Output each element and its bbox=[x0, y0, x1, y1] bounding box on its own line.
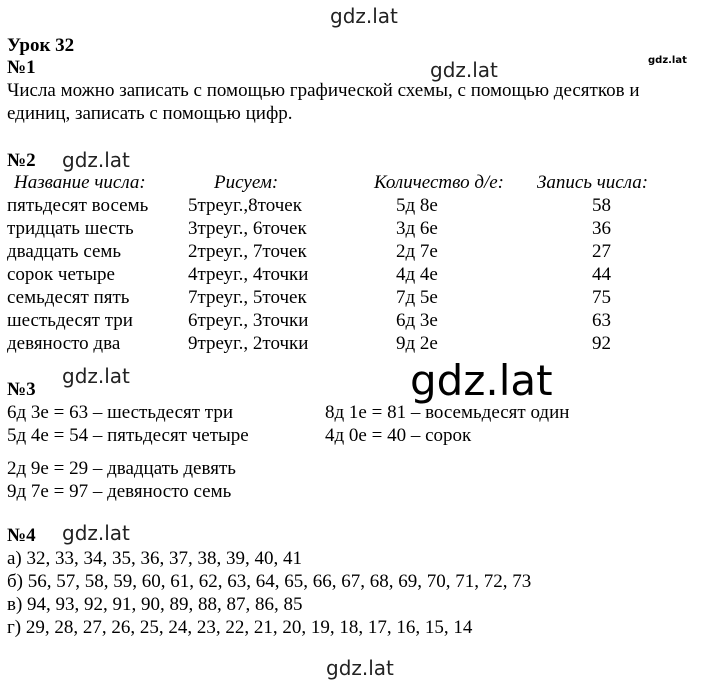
watermark-task3: gdz.lat bbox=[62, 364, 130, 388]
row1-name: пятьдесят восемь bbox=[7, 195, 149, 216]
task4-line-b: б) 56, 57, 58, 59, 60, 61, 62, 63, 64, 65, 66, 67, 68, 69, 70, 71, 72, 73 bbox=[7, 571, 532, 592]
row2-name: тридцать шесть bbox=[7, 218, 134, 239]
watermark-task1: gdz.lat bbox=[430, 58, 498, 82]
watermark-bottom: gdz.lat bbox=[326, 656, 394, 680]
row4-name: сорок четыре bbox=[7, 264, 115, 285]
row1-number: 58 bbox=[592, 195, 611, 216]
task2-label: №2 bbox=[7, 150, 36, 171]
task3-left-3: 2д 9е = 29 – двадцать девять bbox=[7, 458, 236, 479]
row2-count: 3д 6е bbox=[396, 218, 438, 239]
row3-name: двадцать семь bbox=[7, 241, 122, 262]
task1-label: №1 bbox=[7, 57, 36, 78]
header-drawing: Рисуем: bbox=[214, 172, 279, 193]
row5-count: 7д 5е bbox=[396, 287, 438, 308]
row3-count: 2д 7е bbox=[396, 241, 438, 262]
row1-count: 5д 8е bbox=[396, 195, 438, 216]
header-number-name: Название числа: bbox=[14, 172, 146, 193]
row3-drawing: 2треуг., 7точек bbox=[188, 241, 307, 262]
row7-number: 92 bbox=[592, 333, 611, 354]
row7-count: 9д 2е bbox=[396, 333, 438, 354]
row5-name: семьдесят пять bbox=[7, 287, 130, 308]
row4-drawing: 4треуг., 4точки bbox=[188, 264, 309, 285]
watermark-top: gdz.lat bbox=[330, 4, 398, 28]
task3-label: №3 bbox=[7, 379, 36, 400]
task4-line-c: в) 94, 93, 92, 91, 90, 89, 88, 87, 86, 85 bbox=[7, 594, 303, 615]
row3-number: 27 bbox=[592, 241, 611, 262]
row1-drawing: 5треуг.,8точек bbox=[188, 195, 302, 216]
task3-right-1: 8д 1е = 81 – восемьдесят один bbox=[325, 402, 570, 423]
task4-line-a: а) 32, 33, 34, 35, 36, 37, 38, 39, 40, 41 bbox=[7, 548, 303, 569]
task4-label: №4 bbox=[7, 525, 36, 546]
row7-name: девяносто два bbox=[7, 333, 121, 354]
row6-drawing: 6треуг., 3точки bbox=[188, 310, 309, 331]
row2-number: 36 bbox=[592, 218, 611, 239]
watermark-task2: gdz.lat bbox=[62, 148, 130, 172]
lesson-title: Урок 32 bbox=[7, 35, 75, 56]
row7-drawing: 9треуг., 2точки bbox=[188, 333, 309, 354]
task1-line2: единиц, записать с помощью цифр. bbox=[7, 103, 293, 124]
watermark-task4: gdz.lat bbox=[62, 521, 130, 545]
row6-name: шестьдесят три bbox=[7, 310, 133, 331]
row6-count: 6д 3е bbox=[396, 310, 438, 331]
row4-count: 4д 4е bbox=[396, 264, 438, 285]
row6-number: 63 bbox=[592, 310, 611, 331]
task4-line-d: г) 29, 28, 27, 26, 25, 24, 23, 22, 21, 20, 19, 18, 17, 16, 15, 14 bbox=[7, 617, 473, 638]
watermark-big: gdz.lat bbox=[410, 356, 553, 405]
row5-drawing: 7треуг., 5точек bbox=[188, 287, 307, 308]
header-count: Количество д/е: bbox=[374, 172, 505, 193]
task3-left-2: 5д 4е = 54 – пятьдесят четыре bbox=[7, 425, 249, 446]
watermark-small: gdz.lat bbox=[648, 55, 687, 66]
row5-number: 75 bbox=[592, 287, 611, 308]
task1-line1: Числа можно записать с помощью графической схемы, с помощью десятков и bbox=[7, 80, 640, 101]
task3-left-4: 9д 7е = 97 – девяносто семь bbox=[7, 481, 232, 502]
task3-left-1: 6д 3е = 63 – шестьдесят три bbox=[7, 402, 234, 423]
row4-number: 44 bbox=[592, 264, 611, 285]
header-notation: Запись числа: bbox=[537, 172, 649, 193]
row2-drawing: 3треуг., 6точек bbox=[188, 218, 307, 239]
task3-right-2: 4д 0е = 40 – сорок bbox=[325, 425, 472, 446]
